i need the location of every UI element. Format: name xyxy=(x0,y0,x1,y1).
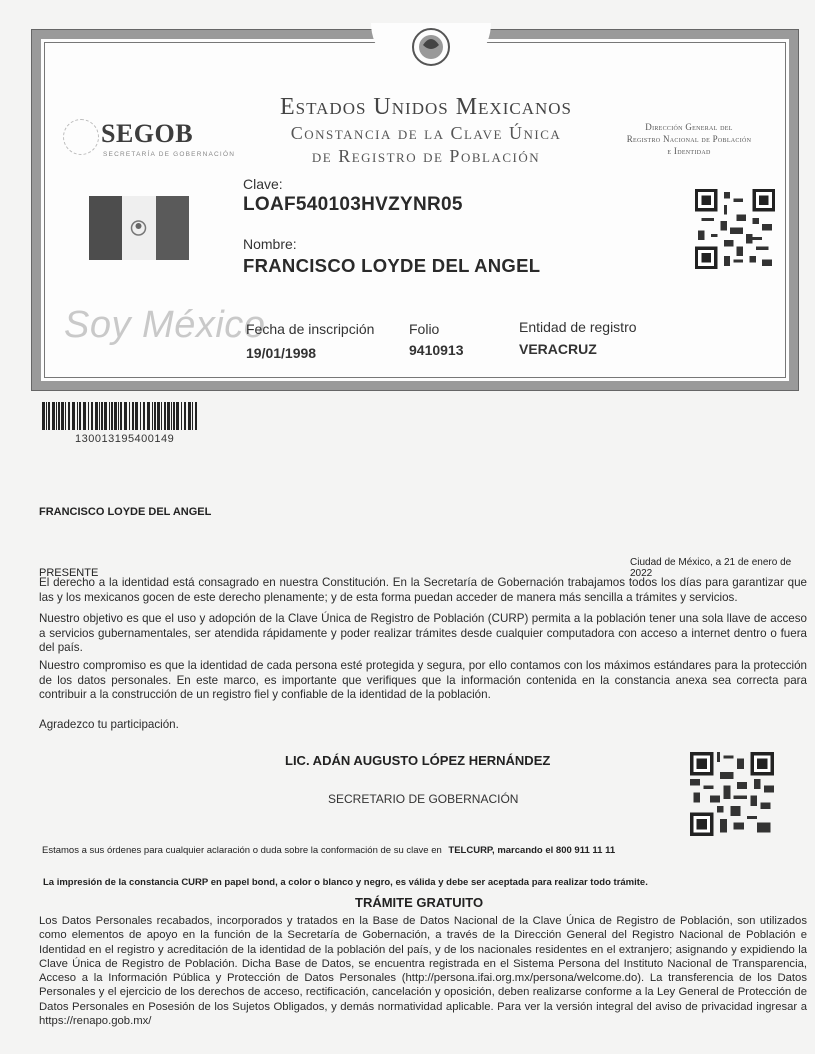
contact-phone: TELCURP, marcando el 800 911 11 11 xyxy=(448,845,616,856)
privacy-notice: Los Datos Personales recabados, incorporados y tratados en la Base de Datos Nacional de la Clave Única de Registro de Población, son utilizados como elementos de apoyo en la función de la Secretaría de Gobernación, a través de la Dirección General del Registro Nacional de Población e Identidad en el registro y acreditación de la identidad de la población del país, y de los nacionales residentes en el extranjero; asignando y expidiendo la Clave Única de Registro de Población. Dicha Base de Datos, se encuentra registrada en el Sistema Persona del Instituto Nacional de Transparencia, Acceso a la Información Pública y Protección de Datos Personales (http://persona.ifai.org.mx/persona/welcome.do). La transferencia de los Datos Personales y el ejercicio de los derechos de acceso, rectificación, cancelación y oposición, deben realizarse conforme a la Ley General de Protección de Datos Personales en Posesión de los Sujetos Obligados, y demás normatividad aplicable. Para ver la versión integral del aviso de privacidad ingresar a https://renapo.gob.mx/ xyxy=(39,915,807,1028)
segob-watermark-icon xyxy=(63,119,99,155)
paragraph-3: Nuestro compromiso es que la identidad de cada persona esté protegida y segura, por ello contamos con los máximos estándares para la protección de los datos personales. En este marco, es importante que verifiques que la información contenida en la constancia anexa sea correcta para contribuir a la construcción de un registro fiel y confiable de la identidad de la población. xyxy=(39,659,807,701)
letter-date: Ciudad de México, a 21 de enero de 2022 xyxy=(630,557,792,579)
department-name xyxy=(599,121,779,157)
signer-title: SECRETARIO DE GOBERNACIÓN xyxy=(328,792,519,806)
folio-label: Folio xyxy=(409,321,440,337)
presente-label: PRESENTE xyxy=(39,567,99,579)
curp-certificate xyxy=(32,30,798,390)
clave-label: Clave: xyxy=(243,176,283,192)
department-line-1: Dirección General del xyxy=(645,122,733,132)
mexican-flag-icon xyxy=(89,196,189,260)
paragraph-2: Nuestro objetivo es que el uso y adopción de la Clave Única de Registro de Población (CURP) permita a la población tener una sola llave de acceso a servicios gubernamentales, ser atendida rápidamente y poder realizar trámites desde cualquier computadora con acceso a internet dentro o fuera del país. xyxy=(39,612,807,654)
recipient-name: FRANCISCO LOYDE DEL ANGEL xyxy=(39,506,212,518)
segob-logo: SEGOB xyxy=(101,119,194,148)
signer-name: LIC. ADÁN AUGUSTO LÓPEZ HERNÁNDEZ xyxy=(285,753,551,768)
nombre-value: FRANCISCO LOYDE DEL ANGEL xyxy=(243,255,541,276)
tramite-gratuito: TRÁMITE GRATUITO xyxy=(355,895,484,910)
contact-line xyxy=(42,845,615,856)
qr-code-icon xyxy=(695,189,775,269)
department-line-3: e Identidad xyxy=(667,146,711,156)
department-line-2: Registro Nacional de Población xyxy=(626,134,752,144)
barcode-number: 130013195400149 xyxy=(75,433,175,445)
certificate-subtitle-1: Constancia de la Clave Única xyxy=(290,123,562,143)
thanks-text: Agradezco tu participación. xyxy=(39,718,179,731)
barcode-icon xyxy=(42,402,198,430)
qr-code-icon xyxy=(690,752,774,836)
certificate-title: Estados Unidos Mexicanos xyxy=(280,94,572,120)
entidad-value: VERACRUZ xyxy=(519,341,597,357)
folio-value: 9410913 xyxy=(409,342,464,358)
clave-value: LOAF540103HVZYNR05 xyxy=(243,194,463,215)
fecha-label: Fecha de inscripción xyxy=(246,321,375,337)
certificate-subtitle-2: de Registro de Población xyxy=(311,146,541,166)
fecha-value: 19/01/1998 xyxy=(246,345,317,361)
entidad-label: Entidad de registro xyxy=(519,319,637,335)
paragraph-1: El derecho a la identidad está consagrado en nuestra Constitución. En la Secretaría de Gobernación trabajamos todos los días para garantizar que las y los mexicanos gocen de este derecho plenamente; y de esta forma puedan acceder de manera más sencilla a trámites y servicios. xyxy=(39,576,807,604)
print-validity-note: La impresión de la constancia CURP en papel bond, a color o blanco y negro, es válida y debe ser aceptada para realizar todo trámite. xyxy=(43,877,648,888)
nombre-label: Nombre: xyxy=(243,236,297,252)
soy-mexico-slogan: Soy México xyxy=(64,304,266,346)
contact-text: Estamos a sus órdenes para cualquier aclaración o duda sobre la conformación de su clave en xyxy=(42,845,442,856)
segob-logo-subtitle: SECRETARÍA DE GOBERNACIÓN xyxy=(103,151,236,158)
